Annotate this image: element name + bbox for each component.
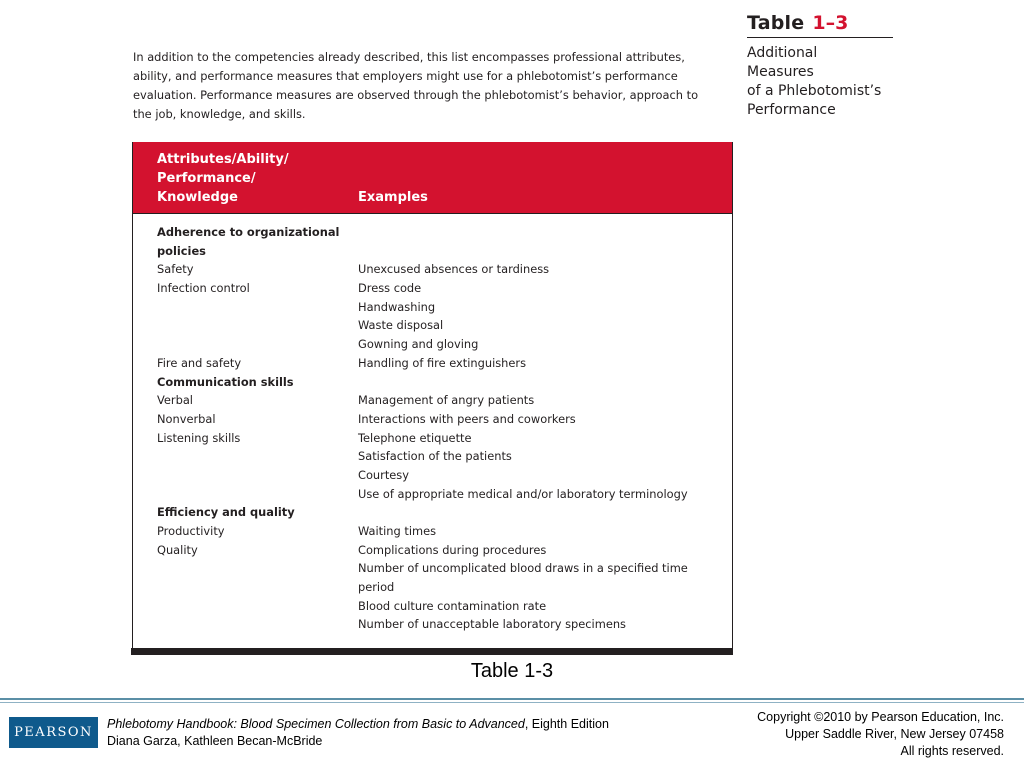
table-row <box>133 242 732 261</box>
copyright-line: Upper Saddle River, New Jersey 07458 <box>785 727 1004 741</box>
table-row <box>133 485 732 504</box>
attribute-cell: Adherence to organizational <box>157 225 340 239</box>
attribute-cell: Efficiency and quality <box>157 505 295 520</box>
table-row <box>133 335 732 354</box>
table-row <box>133 447 732 466</box>
example-cell: Waste disposal <box>358 318 444 333</box>
book-title: Phlebotomy Handbook: Blood Specimen Collection from Basic to Advanced <box>107 717 525 731</box>
table-row <box>133 578 732 597</box>
table-row <box>133 541 732 560</box>
intro-paragraph <box>133 48 733 124</box>
intro-line: the job, knowledge, and skills. <box>133 107 306 121</box>
attribute-cell: Nonverbal <box>157 411 216 426</box>
caption-line: Measures <box>747 64 814 80</box>
example-cell: Interactions with peers and coworkers <box>358 411 576 426</box>
measures-table <box>132 142 733 650</box>
example-cell: Handwashing <box>358 299 436 314</box>
book-edition: , Eighth Edition <box>524 717 609 731</box>
header-line: Performance/ <box>157 171 256 186</box>
table-row <box>133 615 732 634</box>
footer-divider <box>0 698 1024 700</box>
table-title-word: Table <box>747 12 805 34</box>
example-cell: Blood culture contamination rate <box>358 598 547 613</box>
table-title-number: 1–3 <box>812 12 849 34</box>
table-row <box>133 316 732 335</box>
table-header <box>133 142 732 214</box>
table-row <box>133 279 732 298</box>
caption-line: of a Phlebotomist’s <box>747 83 882 99</box>
table-row <box>133 466 732 485</box>
book-authors: Diana Garza, Kathleen Becan-McBride <box>107 734 323 748</box>
example-cell: Number of unacceptable laboratory specimens <box>358 617 626 632</box>
header-line: Attributes/Ability/ <box>157 152 289 167</box>
example-cell: Number of uncomplicated blood draws in a specified time <box>358 561 688 576</box>
intro-line: evaluation. Performance measures are observed through the phlebotomist’s behavior, approach to <box>133 88 699 102</box>
attribute-cell: Safety <box>157 262 194 277</box>
title-divider <box>747 37 893 38</box>
copyright-line: Copyright ©2010 by Pearson Education, Inc. <box>757 710 1004 724</box>
book-citation <box>107 716 707 750</box>
table-row <box>133 354 732 373</box>
caption-line: Performance <box>747 102 836 118</box>
example-cell: Handling of fire extinguishers <box>358 355 527 370</box>
example-cell: Management of angry patients <box>358 393 535 408</box>
example-cell: Use of appropriate medical and/or laboratory terminology <box>358 486 688 501</box>
example-cell: Gowning and gloving <box>358 337 479 352</box>
copyright-line: All rights reserved. <box>900 744 1004 758</box>
copyright-notice <box>684 709 1004 760</box>
attribute-cell: Verbal <box>157 393 193 408</box>
example-cell: Courtesy <box>358 467 409 482</box>
table-bottom-rule <box>131 648 733 655</box>
intro-line: ability, and performance measures that employers might use for a phlebotomist’s performance <box>133 69 678 83</box>
table-row <box>133 559 732 578</box>
table-row <box>133 597 732 616</box>
example-cell: Waiting times <box>358 524 437 538</box>
header-line: Knowledge <box>157 190 238 205</box>
table-row <box>133 503 732 522</box>
header-attributes <box>157 150 347 207</box>
table-row <box>133 410 732 429</box>
attribute-cell: Fire and safety <box>157 355 242 370</box>
table-row <box>133 522 732 541</box>
table-title <box>747 12 893 34</box>
table-row <box>133 223 732 242</box>
attribute-cell: policies <box>157 243 206 258</box>
example-cell: period <box>358 580 395 595</box>
caption-line: Additional <box>747 45 818 61</box>
pearson-logo: PEARSON <box>9 717 98 748</box>
attribute-cell: Listening skills <box>157 430 241 445</box>
slide-caption: Table 1-3 <box>470 660 554 682</box>
table-row <box>133 429 732 448</box>
table-row <box>133 373 732 392</box>
table-row <box>133 260 732 279</box>
attribute-cell: Quality <box>157 542 198 557</box>
attribute-cell: Productivity <box>157 524 225 538</box>
attribute-cell: Communication skills <box>157 374 294 389</box>
table-row <box>133 298 732 317</box>
intro-line: In addition to the competencies already described, this list encompasses professional attributes, <box>133 50 685 64</box>
attribute-cell: Infection control <box>157 281 250 296</box>
example-cell: Satisfaction of the patients <box>358 449 512 464</box>
table-body <box>133 223 732 634</box>
table-row <box>133 391 732 410</box>
example-cell: Unexcused absences or tardiness <box>358 262 550 277</box>
footer-divider-thin <box>0 702 1024 703</box>
table-caption-heading <box>747 44 897 120</box>
example-cell: Telephone etiquette <box>358 430 472 445</box>
header-examples: Examples <box>358 190 428 205</box>
example-cell: Complications during procedures <box>358 542 547 557</box>
example-cell: Dress code <box>358 281 422 296</box>
